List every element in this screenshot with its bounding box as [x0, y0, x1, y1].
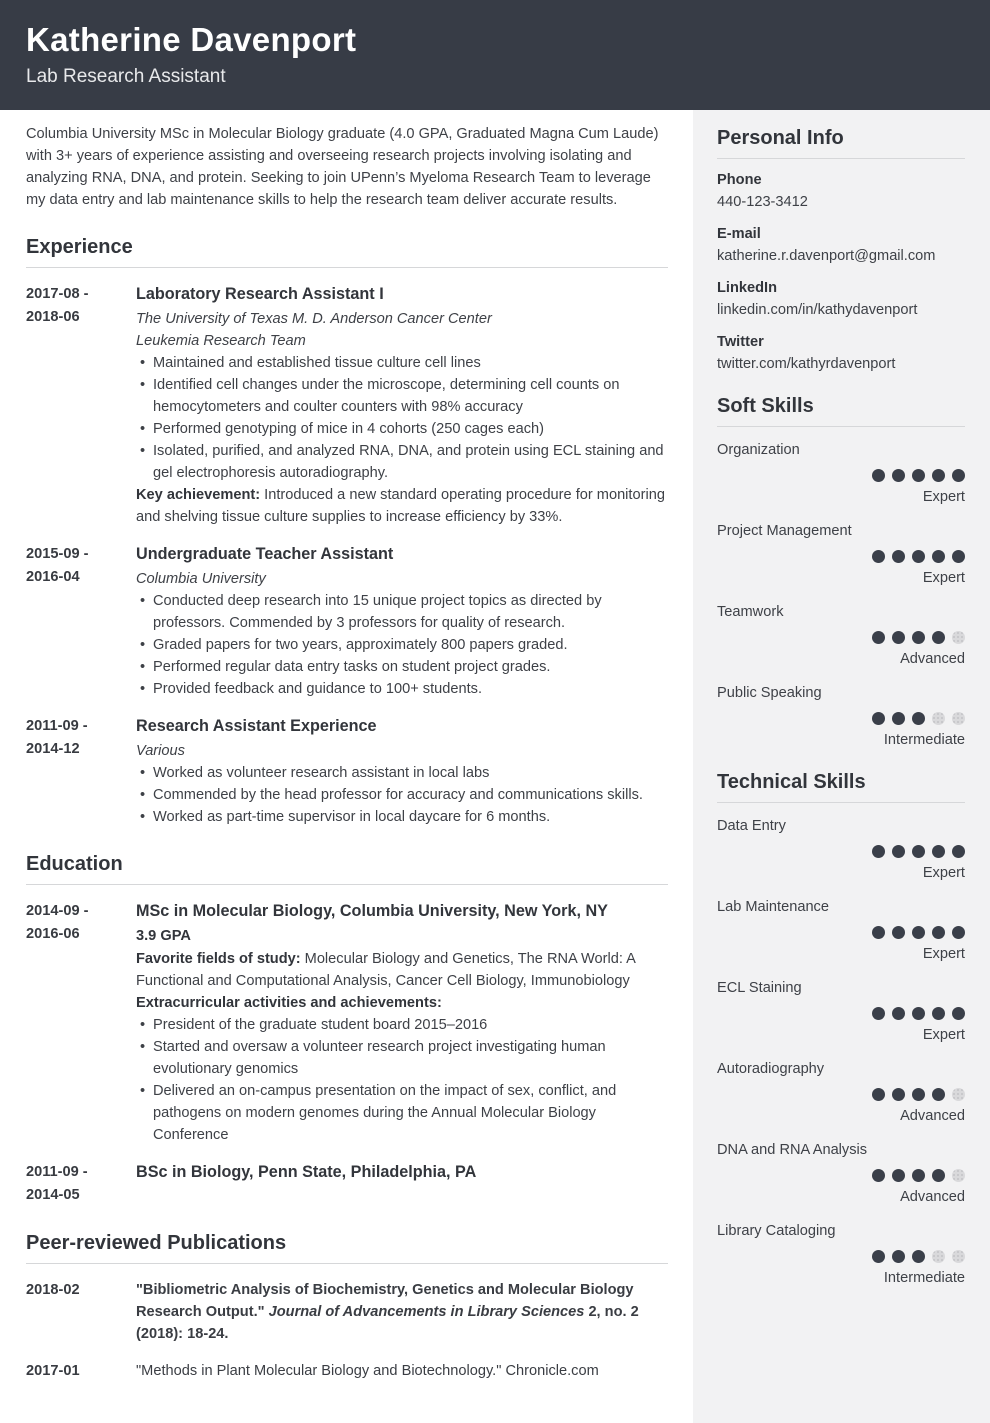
rating-dot-filled — [912, 1088, 925, 1101]
personal-info-label: E-mail — [717, 226, 761, 242]
rating-dot-filled — [952, 845, 965, 858]
bullet-item: • Maintained and established tissue culture cell lines — [136, 352, 668, 374]
rating-dot-filled — [912, 469, 925, 482]
date-line: 2016-04 — [26, 569, 80, 585]
entry-role: Undergraduate Teacher Assistant — [136, 545, 394, 563]
skill-rating-dots — [717, 469, 965, 483]
skill-item — [717, 520, 965, 589]
personal-info-label: Twitter — [717, 334, 764, 350]
rating-dot-filled — [912, 712, 925, 725]
sidebar — [693, 110, 990, 1423]
entry-date — [26, 1161, 136, 1207]
rating-dot-filled — [932, 469, 945, 482]
date-line: 2011-09 - — [26, 1164, 88, 1180]
entry-role: Laboratory Research Assistant I — [136, 285, 384, 303]
key-achievement-label: Key achievement: — [136, 487, 261, 503]
rating-dot-filled — [892, 631, 905, 644]
date-line: 2017-01 — [26, 1363, 80, 1379]
skill-level-label: Expert — [922, 865, 965, 881]
bullet-item: • Graded papers for two years, approximately 800 papers graded. — [136, 634, 668, 656]
entry-body — [136, 715, 668, 828]
skill-rating-dots — [717, 845, 965, 859]
rating-dot-filled — [892, 1088, 905, 1101]
rating-dot-filled — [912, 1007, 925, 1020]
date-line: 2015-09 - — [26, 546, 89, 562]
date-line: 2014-09 - — [26, 903, 89, 919]
section-education — [26, 853, 668, 1207]
experience-entry — [26, 283, 668, 528]
rating-dot-filled — [872, 550, 885, 563]
bullet-item: • Performed regular data entry tasks on student project grades. — [136, 656, 668, 678]
bullet-item: • Isolated, purified, and analyzed RNA, DNA, and protein using ECL staining and gel electrophoresis autoradiography. — [136, 440, 668, 484]
rating-dot-filled — [952, 469, 965, 482]
skill-rating-dots — [717, 926, 965, 940]
skill-level-label: Advanced — [900, 1189, 965, 1205]
rating-dot-filled — [952, 926, 965, 939]
personal-info-value: katherine.r.davenport@gmail.com — [717, 248, 936, 264]
skill-item — [717, 1220, 965, 1289]
entry-date — [26, 1279, 136, 1345]
skill-level-label: Expert — [922, 946, 965, 962]
date-line: 2017-08 - — [26, 286, 89, 302]
rating-dot-filled — [892, 550, 905, 563]
main-column — [0, 110, 693, 1423]
date-line: 2018-02 — [26, 1282, 80, 1298]
section-publications — [26, 1232, 668, 1383]
rating-dot-empty — [932, 712, 945, 725]
rating-dot-empty — [932, 1250, 945, 1263]
content-columns — [0, 110, 990, 1423]
personal-info-title: Personal Info — [717, 127, 965, 159]
publication-entries — [26, 1279, 668, 1383]
rating-dot-filled — [912, 550, 925, 563]
skill-item — [717, 815, 965, 884]
rating-dot-filled — [932, 631, 945, 644]
bullet-list — [136, 762, 668, 828]
entry-organization: Columbia University — [136, 571, 266, 587]
rating-dot-filled — [912, 631, 925, 644]
rating-dot-filled — [912, 926, 925, 939]
bullet-item: • Identified cell changes under the microscope, determining cell counts on hemocytometers and coulter counters with 98% accuracy — [136, 374, 668, 418]
publication-entry — [26, 1279, 668, 1345]
date-line: 2014-12 — [26, 741, 80, 757]
rating-dot-filled — [932, 1088, 945, 1101]
skill-name: Project Management — [717, 523, 852, 539]
skill-rating-dots — [717, 1007, 965, 1021]
skill-level-label: Advanced — [900, 1108, 965, 1124]
bullet-item: • Delivered an on-campus presentation on the impact of sex, conflict, and pathogens on modern genomes during the Annual Molecular Biology Conference — [136, 1080, 668, 1146]
rating-dot-filled — [892, 926, 905, 939]
gpa: 3.9 GPA — [136, 928, 191, 944]
entry-body — [136, 900, 668, 1146]
education-entries — [26, 900, 668, 1207]
personal-info-label: LinkedIn — [717, 280, 777, 296]
rating-dot-filled — [872, 1007, 885, 1020]
rating-dot-filled — [892, 845, 905, 858]
entry-date — [26, 283, 136, 528]
skill-name: ECL Staining — [717, 980, 802, 996]
skill-item — [717, 439, 965, 508]
entry-body — [136, 283, 668, 528]
skill-name: Teamwork — [717, 604, 784, 620]
entry-organization: Leukemia Research Team — [136, 333, 306, 349]
entry-date — [26, 1360, 136, 1383]
section-experience — [26, 236, 668, 828]
bullet-item: • Commended by the head professor for accuracy and communications skills. — [136, 784, 668, 806]
skill-item — [717, 1058, 965, 1127]
rating-dot-filled — [892, 469, 905, 482]
experience-entries — [26, 283, 668, 828]
skill-rating-dots — [717, 550, 965, 564]
education-detail-line — [136, 992, 668, 1014]
skill-rating-dots — [717, 1088, 965, 1102]
publication-segment: Journal of Advancements in Library Sciences — [268, 1304, 585, 1320]
bullet-item: • Provided feedback and guidance to 100+ students. — [136, 678, 668, 700]
skill-name: Organization — [717, 442, 800, 458]
entry-date — [26, 900, 136, 1146]
experience-entry — [26, 715, 668, 828]
publication-text — [136, 1279, 668, 1345]
publication-entry — [26, 1360, 668, 1383]
personal-info-value: linkedin.com/in/kathydavenport — [717, 302, 918, 318]
skill-name: Library Cataloging — [717, 1223, 836, 1239]
bullet-list — [136, 1014, 668, 1146]
education-section-title: Education — [26, 853, 668, 885]
rating-dot-filled — [892, 1169, 905, 1182]
education-detail-label: Favorite fields of study: — [136, 951, 301, 967]
entry-role: Research Assistant Experience — [136, 717, 377, 735]
publication-segment: 2, no. 2 (2018): 18-24. — [136, 1304, 639, 1342]
personal-info-item — [717, 277, 965, 321]
rating-dot-filled — [872, 469, 885, 482]
experience-section-title: Experience — [26, 236, 668, 268]
entry-body — [136, 543, 668, 700]
entry-organization: The University of Texas M. D. Anderson Cancer Center — [136, 311, 492, 327]
rating-dot-filled — [912, 1250, 925, 1263]
key-achievement: Key achievement: Introduced a new standard operating procedure for monitoring and shelving tissue culture supplies to increase efficiency by 33%. — [136, 487, 665, 525]
date-line: 2011-09 - — [26, 718, 88, 734]
skill-name: Public Speaking — [717, 685, 822, 701]
skill-rating-dots — [717, 712, 965, 726]
rating-dot-filled — [912, 1169, 925, 1182]
bullet-list — [136, 590, 668, 700]
skill-name: Autoradiography — [717, 1061, 825, 1077]
skill-item — [717, 682, 965, 751]
person-name: Katherine Davenport — [26, 21, 357, 59]
rating-dot-filled — [912, 845, 925, 858]
publication-segment: "Bibliometric Analysis of Biochemistry, Genetics and Molecular Biology Research Output." — [136, 1282, 634, 1320]
rating-dot-empty — [952, 1169, 965, 1182]
rating-dot-filled — [872, 845, 885, 858]
personal-info-item — [717, 223, 965, 267]
education-entry — [26, 900, 668, 1146]
personal-info-value: 440-123-3412 — [717, 194, 808, 210]
entry-body — [136, 1161, 668, 1207]
technical-skills-title: Technical Skills — [717, 771, 965, 803]
skill-level-label: Advanced — [900, 651, 965, 667]
rating-dot-empty — [952, 1088, 965, 1101]
skill-name: Lab Maintenance — [717, 899, 829, 915]
personal-info-item — [717, 331, 965, 375]
date-line: 2018-06 — [26, 309, 80, 325]
skill-name: Data Entry — [717, 818, 786, 834]
date-line: 2014-05 — [26, 1187, 80, 1203]
bullet-item: • Started and oversaw a volunteer research project investigating human evolutionary genomics — [136, 1036, 668, 1080]
rating-dot-filled — [892, 1250, 905, 1263]
rating-dot-empty — [952, 631, 965, 644]
personal-info-items — [717, 169, 965, 375]
education-detail-line: Favorite fields of study: Molecular Biology and Genetics, The RNA World: A Functional and Computational Analysis, Cancer Cell Biology, Immunobiology — [136, 951, 636, 989]
skill-level-label: Intermediate — [883, 1270, 965, 1286]
date-line: 2016-06 — [26, 926, 80, 942]
education-entry — [26, 1161, 668, 1207]
rating-dot-filled — [892, 712, 905, 725]
experience-entry — [26, 543, 668, 700]
degree-title: MSc in Molecular Biology, Columbia University, New York, NY — [136, 902, 608, 920]
degree-title: BSc in Biology, Penn State, Philadelphia, PA — [136, 1163, 477, 1181]
entry-date — [26, 543, 136, 700]
publication-segment: "Methods in Plant Molecular Biology and Biotechnology." Chronicle.com — [136, 1363, 599, 1379]
rating-dot-filled — [872, 712, 885, 725]
rating-dot-filled — [872, 1250, 885, 1263]
rating-dot-filled — [872, 1169, 885, 1182]
bullet-item: • Worked as volunteer research assistant in local labs — [136, 762, 668, 784]
education-detail-label: Extracurricular activities and achievements: — [136, 995, 442, 1011]
personal-info-value: twitter.com/kathyrdavenport — [717, 356, 896, 372]
technical-skills-list — [717, 815, 965, 1289]
bullet-list — [136, 352, 668, 484]
entry-date — [26, 715, 136, 828]
rating-dot-filled — [892, 1007, 905, 1020]
person-job-title: Lab Research Assistant — [26, 65, 226, 87]
skill-level-label: Intermediate — [883, 732, 965, 748]
rating-dot-filled — [932, 926, 945, 939]
soft-skills-list — [717, 439, 965, 751]
publication-text — [136, 1360, 668, 1383]
rating-dot-filled — [932, 550, 945, 563]
skill-rating-dots — [717, 1169, 965, 1183]
skill-rating-dots — [717, 1250, 965, 1264]
header — [0, 0, 990, 110]
rating-dot-filled — [872, 631, 885, 644]
rating-dot-filled — [872, 1088, 885, 1101]
bullet-item: • Worked as part-time supervisor in local daycare for 6 months. — [136, 806, 668, 828]
skill-rating-dots — [717, 631, 965, 645]
skill-item — [717, 601, 965, 670]
skill-item — [717, 896, 965, 965]
skill-item — [717, 1139, 965, 1208]
rating-dot-filled — [952, 1007, 965, 1020]
rating-dot-empty — [952, 1250, 965, 1263]
skill-level-label: Expert — [922, 1027, 965, 1043]
rating-dot-filled — [872, 926, 885, 939]
rating-dot-filled — [932, 845, 945, 858]
rating-dot-filled — [952, 550, 965, 563]
rating-dot-empty — [952, 712, 965, 725]
personal-info-label: Phone — [717, 172, 762, 188]
personal-info-item — [717, 169, 965, 213]
soft-skills-title: Soft Skills — [717, 395, 965, 427]
skill-name: DNA and RNA Analysis — [717, 1142, 868, 1158]
bullet-item: • Conducted deep research into 15 unique project topics as directed by professors. Commended by 3 professors for quality of research. — [136, 590, 668, 634]
rating-dot-filled — [932, 1007, 945, 1020]
bullet-item: • President of the graduate student board 2015–2016 — [136, 1014, 668, 1036]
skill-level-label: Expert — [922, 489, 965, 505]
rating-dot-filled — [932, 1169, 945, 1182]
entry-organization: Various — [136, 743, 185, 759]
skill-level-label: Expert — [922, 570, 965, 586]
skill-item — [717, 977, 965, 1046]
publications-section-title: Peer-reviewed Publications — [26, 1232, 668, 1264]
bullet-item: • Performed genotyping of mice in 4 cohorts (250 cages each) — [136, 418, 668, 440]
summary-text: Columbia University MSc in Molecular Biology graduate (4.0 GPA, Graduated Magna Cum Laude) with 3+ years of experience assisting and overseeing research projects involving isolating and analyzing RNA, DNA, and protein. Seeking to join UPenn’s Myeloma Research Team to leverage my data entry and lab maintenance skills to help the research team deliver accurate results. — [26, 126, 659, 208]
